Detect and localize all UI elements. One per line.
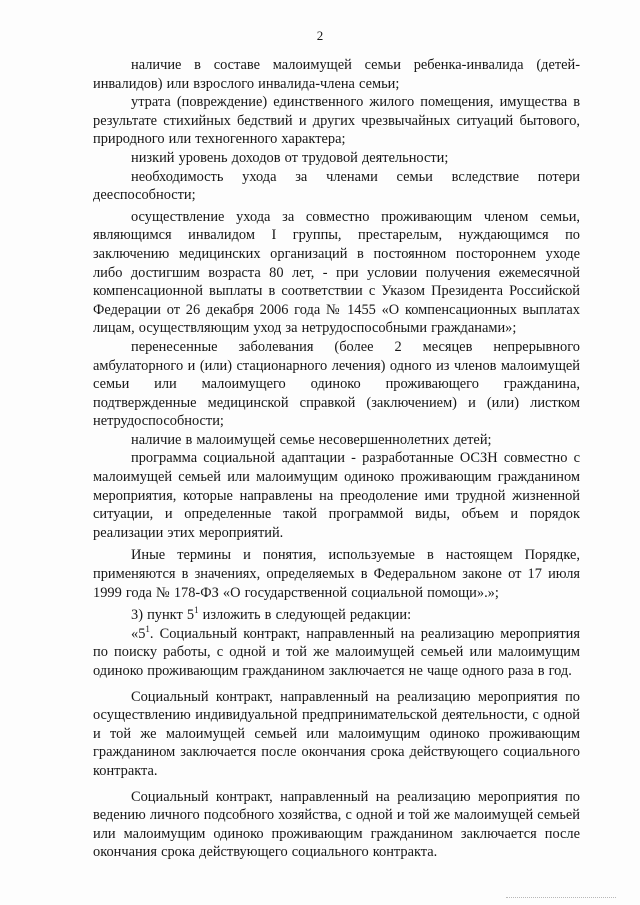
page-number: 2	[316, 28, 324, 43]
paragraph-care-disabled-member: осуществление ухода за совместно проживающим членом семьи, являющимся инвалидом I группы, престарелым, нуждающимся по заключению медицинских организаций в постоянном постороннем уходе либо достигшим возраста 80 лет, - при условии получения ежемесячной компенсационной выплаты в соответствии с Указом Президента Российской Федерации от 26 декабря 2006 года № 1455 «О компенсационных выплатах лицам, осуществляющим уход за нетрудоспособными гражданами»;	[93, 208, 580, 337]
paragraph-household-contract: Социальный контракт, направленный на реализацию мероприятия по ведению личного подсобного хозяйства, с одной и той же малоимущей семьей или малоимущим одиноко проживающим гражданином заключается после окончания срока действующего социального контракта.	[93, 788, 580, 861]
paragraph-disabled-child: наличие в составе малоимущей семьи ребенка-инвалида (детей-инвалидов) или взрослого инвалида-члена семьи;	[93, 57, 580, 92]
item-5-1-prefix: «5	[131, 625, 146, 642]
item-3-superscript: 1	[194, 605, 199, 616]
paragraph-item-3	[93, 606, 580, 625]
paragraph-other-terms: Иные термины и понятия, используемые в настоящем Порядке, применяются в значениях, определяемых в Федеральном законе от 17 июля 1999 года № 178-ФЗ «О государственной социальной помощи».»;	[93, 547, 580, 601]
document-body	[93, 56, 580, 862]
paragraph-adaptation-program: программа социальной адаптации - разработанные ОСЗН совместно с малоимущей семьей или малоимущим одиноко проживающим гражданином мероприятия, которые направлены на преодоление ими трудной жизненной ситуации, и определенные такой программой виды, объем и порядок реализации этих мероприятий.	[93, 450, 580, 541]
paragraph-minor-children: наличие в малоимущей семье несовершеннолетних детей;	[131, 431, 492, 448]
paragraph-entrepreneurship-contract: Социальный контракт, направленный на реализацию мероприятия по осуществлению индивидуальной предпринимательской деятельности, с одной и той же малоимущей семьей или малоимущим одиноко проживающим гражданином заключается после окончания срока действующего социального контракта.	[93, 688, 580, 779]
paragraph-illness: перенесенные заболевания (более 2 месяцев непрерывного амбулаторного и (или) стационарного лечения) одного из членов малоимущей семьи или малоимущего одиноко проживающего гражданина, подтвержденные медицинской справкой (заключением) и (или) листком нетрудоспособности;	[93, 338, 580, 430]
paragraph-low-income: низкий уровень доходов от трудовой деятельности;	[131, 149, 449, 166]
paragraph-care-need: необходимость ухода за членами семьи вследствие потери дееспособности;	[93, 168, 580, 204]
scan-artifact	[506, 897, 616, 901]
item-5-1-text: . Социальный контракт, направленный на реализацию мероприятия по поиску работы, с одной и той же малоимущей семьей или малоимущим одиноко проживающим гражданином заключается не чаще одного раза в год.	[93, 625, 580, 679]
paragraph-lost-housing: утрата (повреждение) единственного жилого помещения, имущества в результате стихийных бедствий и других чрезвычайных ситуаций бытового, природного или техногенного характера;	[93, 94, 580, 148]
item-5-1-superscript: 1	[145, 624, 150, 635]
item-3-suffix: изложить в следующей редакции:	[198, 607, 412, 624]
paragraph-item-5-1	[93, 625, 580, 681]
item-3-prefix: 3) пункт 5	[131, 607, 195, 624]
